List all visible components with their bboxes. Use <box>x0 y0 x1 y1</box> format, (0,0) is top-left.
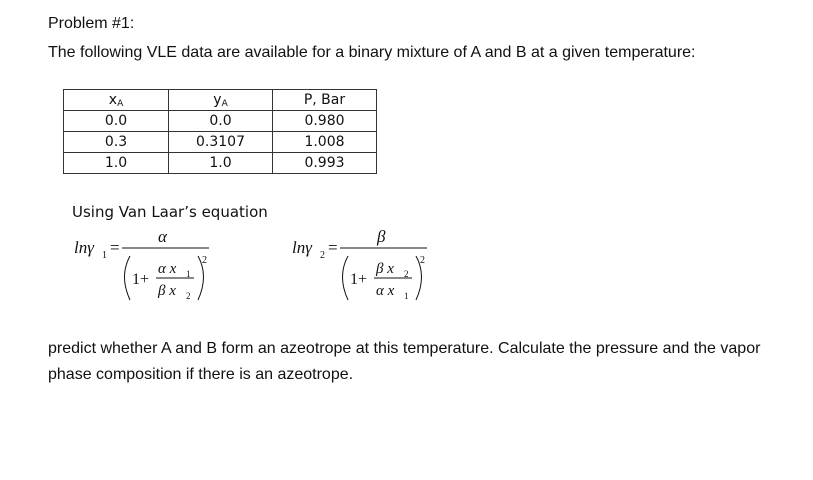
eq2-inner-numerator-sub: 2 <box>404 269 409 279</box>
table-row <box>64 111 377 132</box>
van-laar-label: Using Van Laar’s equation <box>72 203 268 221</box>
cell-ya: 0.0 <box>169 111 273 132</box>
eq2-lhs-sub: 2 <box>320 250 325 261</box>
eq1-lhs: lnγ <box>74 238 94 257</box>
eq1-inner-numerator: α x <box>158 261 177 277</box>
problem-intro: The following VLE data are available for a binary mixture of A and B at a given temperature: <box>48 44 696 61</box>
eq2-one-plus: 1+ <box>350 271 368 288</box>
header-ya: $y_A$ <box>169 90 273 111</box>
cell-xa: 1.0 <box>64 153 169 174</box>
van-laar-equation-1 <box>72 222 222 312</box>
cell-pressure: 0.980 <box>273 111 377 132</box>
question-text: predict whether A and B form an azeotrope at this temperature. Calculate the pressure and the vapor phase composition if there is an azeotrope. <box>48 340 761 383</box>
cell-xa: 0.0 <box>64 111 169 132</box>
eq1-left-paren <box>125 256 131 300</box>
eq1-inner-denominator: β x <box>158 283 176 299</box>
eq1-inner-numerator-sub: 1 <box>186 269 191 279</box>
eq1-equals: = <box>110 238 120 257</box>
eq1-one-plus: 1+ <box>132 271 150 288</box>
eq2-numerator: β <box>377 227 386 246</box>
eq1-numerator: α <box>158 227 167 246</box>
van-laar-equation-2 <box>290 222 440 312</box>
cell-ya: 0.3107 <box>169 132 273 153</box>
eq1-lhs-sub: 1 <box>102 250 107 261</box>
eq1-inner-denominator-sub: 2 <box>186 291 191 301</box>
eq2-inner-denominator: α x <box>376 283 395 299</box>
header-pressure: P, Bar <box>273 90 377 111</box>
eq2-inner-numerator: β x <box>376 261 394 277</box>
cell-pressure: 0.993 <box>273 153 377 174</box>
table-row <box>64 132 377 153</box>
eq2-lhs: lnγ <box>292 238 312 257</box>
eq2-inner-denominator-sub: 1 <box>404 291 409 301</box>
cell-ya: 1.0 <box>169 153 273 174</box>
table-row <box>64 153 377 174</box>
table-header-row <box>64 90 377 111</box>
header-xa: $x_A$ <box>64 90 169 111</box>
eq1-power: 2 <box>202 255 207 266</box>
eq2-equals: = <box>328 238 338 257</box>
eq2-left-paren <box>343 256 349 300</box>
cell-xa: 0.3 <box>64 132 169 153</box>
cell-pressure: 1.008 <box>273 132 377 153</box>
vle-data-table <box>63 89 377 174</box>
eq2-power: 2 <box>420 255 425 266</box>
problem-title: Problem #1: <box>48 15 135 32</box>
